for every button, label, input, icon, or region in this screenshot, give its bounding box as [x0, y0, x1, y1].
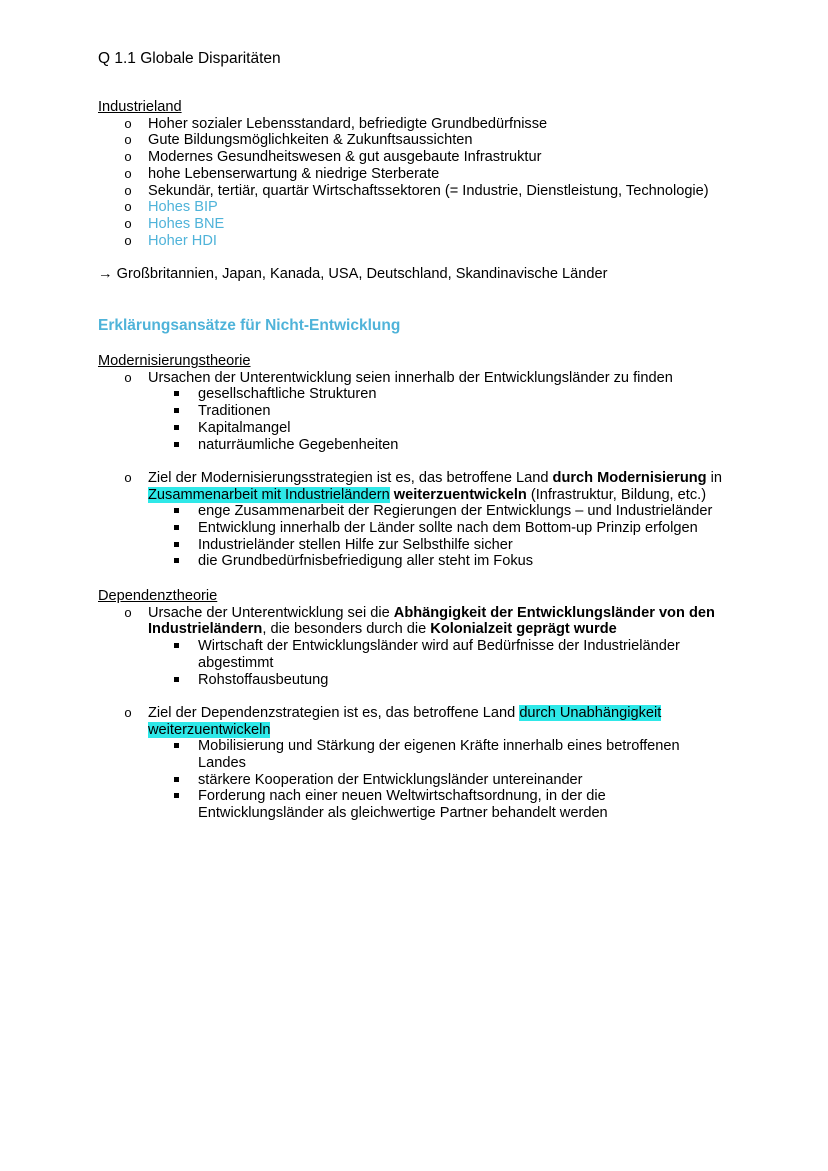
page-title: Q 1.1 Globale Disparitäten — [98, 50, 281, 67]
list-item: o Ursache der Unterentwicklung sei die Abhängigkeit der Entwicklungsländer von den Industrieländern, die besonders durch die Kolonialzeit geprägt wurde Wirtschaft der Entwicklungsländer wird auf Bedürfnisse der Industrieländer abgestimmt Rohstoffausbeutung — [98, 605, 738, 689]
sublist-item: enge Zusammenarbeit der Regierungen der Entwicklungs – und Industrieländer — [148, 503, 738, 520]
sublist — [148, 503, 738, 570]
circle-bullet-icon: o — [124, 704, 132, 720]
sublist-item: Rohstoffausbeutung — [148, 672, 688, 689]
industrieland-section — [98, 99, 758, 283]
circle-bullet-icon: o — [124, 165, 132, 181]
sublist — [148, 738, 688, 822]
sublist-item: Industrieländer stellen Hilfe zur Selbsthilfe sicher — [148, 537, 738, 554]
dependenz-list — [98, 605, 738, 822]
section-heading: Erklärungsansätze für Nicht-Entwicklung — [98, 317, 401, 334]
list-item: o Ziel der Dependenzstrategien ist es, das betroffene Land durch Unabhängigkeit weiterzuentwickeln Mobilisierung und Stärkung der eigenen Kräfte innerhalb eines betroffenen Landes stärkere Kooperation der Entwicklungsländer untereinander Forderung nach einer neuen Weltwirtschaftsordnung, in der die Entwicklungsländer als gleichwertige Partner behandelt werden — [98, 705, 673, 822]
circle-bullet-icon: o — [124, 115, 132, 131]
circle-bullet-icon: o — [124, 199, 132, 215]
sublist-item: Traditionen — [148, 403, 738, 420]
highlighted-text: durch Unabhängigkeit weiterzuentwickeln — [148, 704, 662, 738]
square-bullet-icon — [174, 793, 179, 798]
sublist-item: naturräumliche Gegebenheiten — [148, 437, 738, 454]
square-bullet-icon — [174, 425, 179, 430]
sublist-item: Forderung nach einer neuen Weltwirtschaftsordnung, in der die Entwicklungsländer als gleichwertige Partner behandelt werden — [148, 788, 688, 821]
list-item: o Hoher HDI — [98, 233, 758, 250]
industrieland-heading: Industrieland — [98, 99, 182, 115]
circle-bullet-icon: o — [124, 469, 132, 485]
square-bullet-icon — [174, 677, 179, 682]
sublist-item: Entwicklung innerhalb der Länder sollte nach dem Bottom-up Prinzip erfolgen — [148, 520, 738, 537]
list-item: o Ursachen der Unterentwicklung seien innerhalb der Entwicklungsländer zu finden gesellschaftliche Strukturen Traditionen Kapitalmangel naturräumliche Gegebenheiten — [98, 370, 738, 454]
list-item: o Modernes Gesundheitswesen & gut ausgebaute Infrastruktur — [98, 149, 758, 166]
square-bullet-icon — [174, 508, 179, 513]
square-bullet-icon — [174, 743, 179, 748]
square-bullet-icon — [174, 542, 179, 547]
industrieland-examples: → Großbritannien, Japan, Kanada, USA, Deutschland, Skandinavische Länder — [98, 266, 608, 283]
sublist-item: Mobilisierung und Stärkung der eigenen Kräfte innerhalb eines betroffenen Landes — [148, 738, 688, 771]
square-bullet-icon — [174, 391, 179, 396]
circle-bullet-icon: o — [124, 132, 132, 148]
square-bullet-icon — [174, 442, 179, 447]
circle-bullet-icon: o — [124, 149, 132, 165]
sublist — [148, 386, 738, 453]
sublist-item: die Grundbedürfnisbefriedigung aller steht im Fokus — [148, 553, 738, 570]
dependenz-section — [98, 588, 738, 822]
highlighted-text: Zusammenarbeit mit Industrieländern — [148, 486, 390, 503]
modernisierung-section — [98, 353, 738, 570]
circle-bullet-icon: o — [124, 215, 132, 231]
square-bullet-icon — [174, 643, 179, 648]
circle-bullet-icon: o — [124, 232, 132, 248]
sublist-item: gesellschaftliche Strukturen — [148, 386, 738, 403]
square-bullet-icon — [174, 525, 179, 530]
list-item: o hohe Lebenserwartung & niedrige Sterberate — [98, 166, 758, 183]
square-bullet-icon — [174, 408, 179, 413]
circle-bullet-icon: o — [124, 182, 132, 198]
list-item: o Hohes BNE — [98, 216, 758, 233]
sublist-item: stärkere Kooperation der Entwicklungsländer untereinander — [148, 772, 688, 789]
sublist — [148, 638, 688, 688]
industrieland-list — [98, 116, 758, 250]
list-item: o Gute Bildungsmöglichkeiten & Zukunftsaussichten — [98, 132, 758, 149]
list-item: o Ziel der Modernisierungsstrategien ist es, das betroffene Land durch Modernisierung in Zusammenarbeit mit Industrieländern weiterzuentwickeln (Infrastruktur, Bildung, etc.) enge Zusammenarbeit der Regierungen der Entwicklungs – und Industrieländer Entwicklung innerhalb der Länder sollte nach dem Bottom-up Prinzip erfolgen Industrieländer stellen Hilfe zur Selbsthilfe sicher die Grundbedürfnisbefriedigung aller steht im Fokus — [98, 470, 738, 570]
modernisierung-heading: Modernisierungstheorie — [98, 353, 251, 369]
square-bullet-icon — [174, 558, 179, 563]
list-item: o Hohes BIP — [98, 199, 758, 216]
modernisierung-list — [98, 370, 738, 570]
list-item: o Sekundär, tertiär, quartär Wirtschaftssektoren (= Industrie, Dienstleistung, Technologie) — [98, 183, 758, 200]
dependenz-heading: Dependenztheorie — [98, 588, 218, 604]
sublist-item: Kapitalmangel — [148, 420, 738, 437]
circle-bullet-icon: o — [124, 604, 132, 620]
circle-bullet-icon: o — [124, 369, 132, 385]
square-bullet-icon — [174, 777, 179, 782]
sublist-item: Wirtschaft der Entwicklungsländer wird auf Bedürfnisse der Industrieländer abgestimmt — [148, 638, 688, 671]
list-item: o Hoher sozialer Lebensstandard, befriedigte Grundbedürfnisse — [98, 116, 758, 133]
